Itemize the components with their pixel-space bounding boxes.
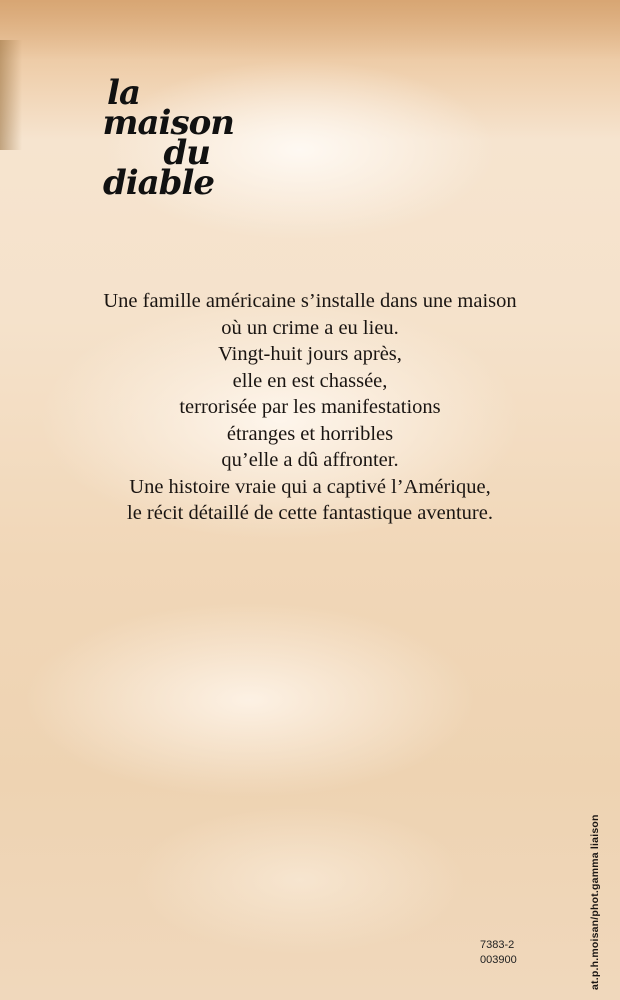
photo-credit: at.p.h.moisan/phot.gamma liaison: [589, 814, 601, 990]
catalog-codes: [480, 938, 540, 968]
catalog-code-2: 003900: [480, 954, 517, 966]
back-cover-blurb: [40, 288, 580, 527]
blurb-line: le récit détaillé de cette fantastique aventure.: [127, 502, 493, 524]
blurb-line: Une histoire vraie qui a captivé l’Amérique,: [129, 475, 491, 498]
title-logo-line-maison: maison: [102, 103, 234, 143]
cover-left-edge-stain: [0, 40, 22, 150]
catalog-code-1: 7383-2: [480, 939, 515, 951]
title-logo-line-la: la: [107, 73, 140, 113]
blurb-line: Vingt-huit jours après,: [218, 343, 402, 365]
blurb-line: elle en est chassée,: [232, 369, 388, 392]
blurb-line: étranges et horribles: [226, 422, 394, 445]
blurb-line: Une famille américaine s’installe dans une maison: [103, 290, 517, 312]
blurb-line: terrorisée par les manifestations: [179, 396, 441, 418]
cover-top-stain: [0, 0, 620, 60]
title-logo: [90, 73, 250, 203]
blurb-line: qu’elle a dû affronter.: [221, 449, 399, 471]
title-logo-line-du: du: [163, 133, 210, 173]
title-logo-line-diable: diable: [102, 163, 214, 203]
blurb-line: où un crime a eu lieu.: [221, 316, 399, 339]
